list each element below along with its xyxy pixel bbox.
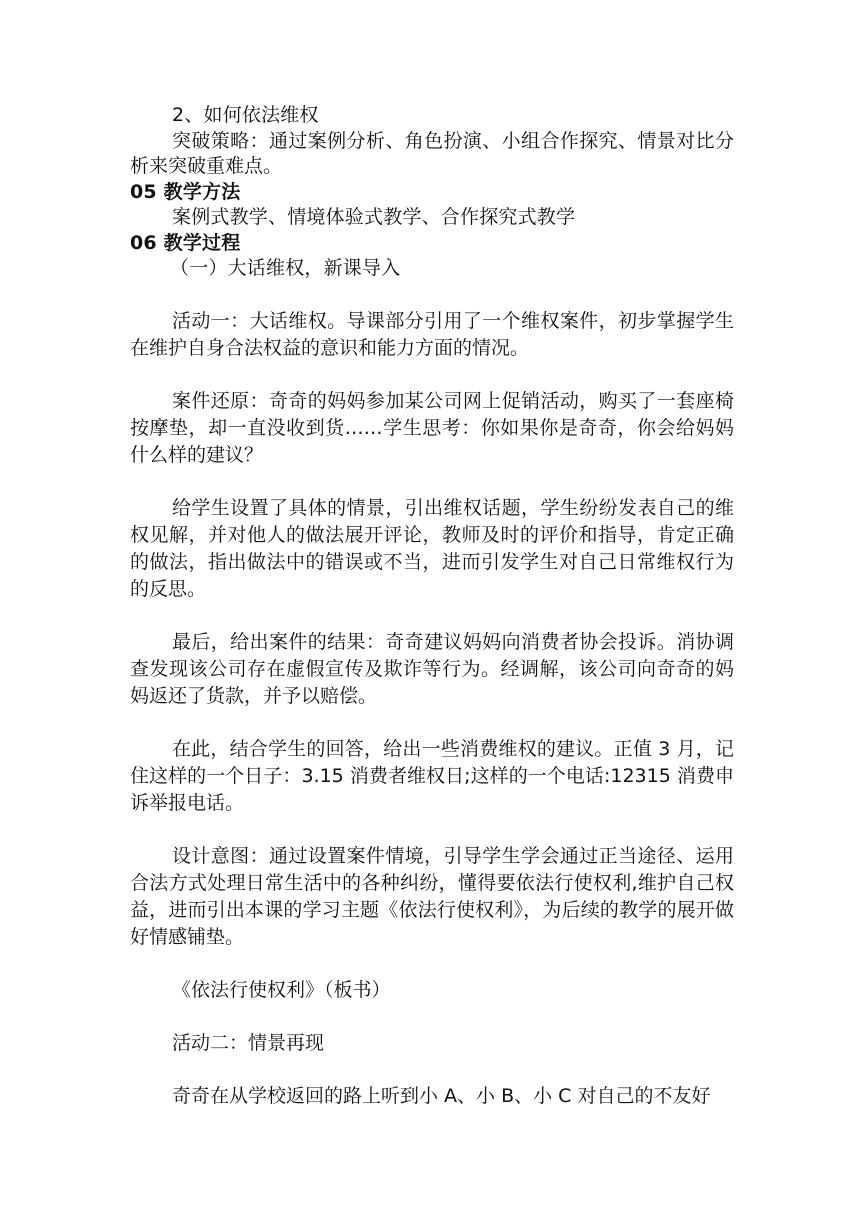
methods-text: 案例式教学、情境体验式教学、合作探究式教学 (172, 206, 576, 228)
activity1-paragraph: 活动一：大话维权。导课部分引用了一个维权案件，初步掌握学生在维护自身合法权益的意识和能力方面的情况。 (130, 309, 734, 359)
document-page (130, 103, 734, 1110)
advice-paragraph: 在此，结合学生的回答，给出一些消费维权的建议。正值 3 月，记住这样的一个日子：3.15 消费者维权日;这样的一个电话:12315 消费申诉举报电话。 (130, 737, 734, 814)
result-paragraph: 最后，给出案件的结果：奇奇建议妈妈向消费者协会投诉。消协调查发现该公司存在虚假宣传及欺诈等行为。经调解，该公司向奇奇的妈妈返还了货款，并予以赔偿。 (130, 630, 734, 707)
part1-title: （一）大话维权，新课导入 (170, 257, 401, 279)
section-06-title: 06 教学过程 (130, 231, 241, 254)
activity2-title: 活动二：情景再现 (172, 1031, 325, 1054)
section-05-title: 05 教学方法 (130, 180, 241, 203)
case-paragraph: 案件还原：奇奇的妈妈参加某公司网上促销活动，购买了一套座椅按摩垫，却一直没收到货……学生思考：你如果你是奇奇，你会给妈妈什么样的建议？ (130, 389, 734, 466)
strategy-paragraph: 突破策略：通过案例分析、角色扮演、小组合作探究、情景对比分析来突破重难点。 (130, 129, 734, 177)
board-title: 《依法行使权利》（板书） (172, 978, 391, 1001)
intent-paragraph: 设计意图：通过设置案件情境，引导学生学会通过正当途径、运用合法方式处理日常生活中的各种纠纷，懂得要依法行使权利,维护自己权益，进而引出本课的学习主题《依法行使权利》，为后续的教学的展开做好情感铺垫。 (130, 844, 734, 948)
last-line: 奇奇在从学校返回的路上听到小 A、小 B、小 C 对自己的不友好 (172, 1084, 711, 1107)
scenario-paragraph: 给学生设置了具体的情景，引出维权话题，学生纷纷发表自己的维权见解，并对他人的做法展开评论，教师及时的评价和指导，肯定正确的做法，指出做法中的错误或不当，进而引发学生对自己日常维权行为的反思。 (130, 496, 734, 600)
subheading-2: 2、如何依法维权 (172, 104, 319, 126)
